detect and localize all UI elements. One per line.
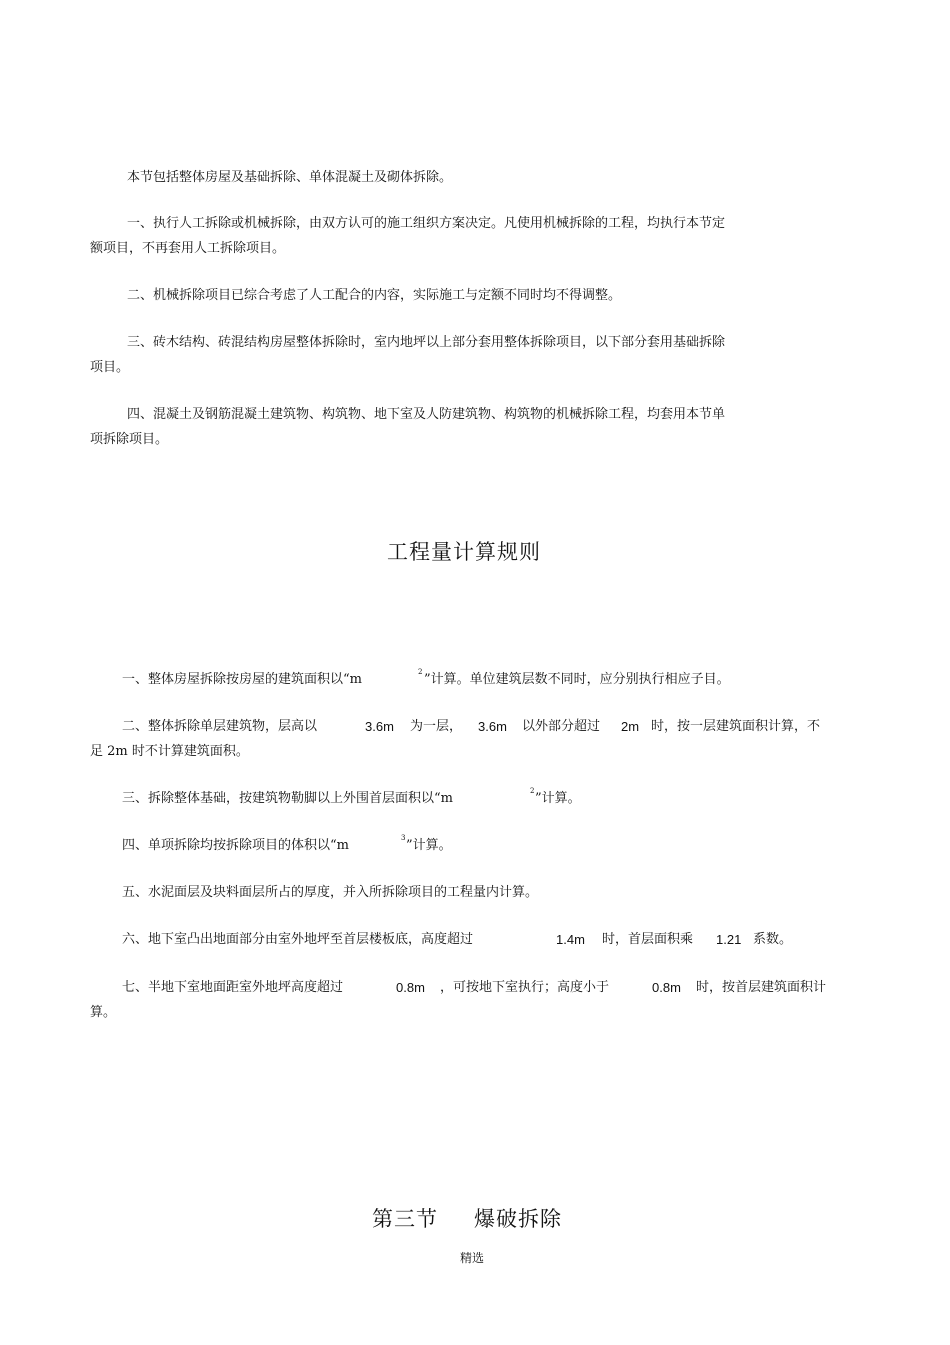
rule-1-text-a: 一、整体房屋拆除按房屋的建筑面积以“m <box>122 672 362 687</box>
rule-6-text-a: 六、地下室凸出地面部分由室外地坪至首层楼板底，高度超过 <box>122 932 474 947</box>
intro-paragraph-2: 二、机械拆除项目已综合考虑了人工配合的内容，实际施工与定额不同时均不得调整。 <box>127 288 622 303</box>
rule-7-text-c: 时，按首层建筑面积计 <box>696 980 827 995</box>
intro-paragraph-4-line-1: 四、混凝土及钢筋混凝土建筑物、构筑物、地下室及人防建筑物、构筑物的机械拆除工程，均套用本节单 <box>127 407 726 422</box>
rule-2-text-a: 二、整体拆除单层建筑物，层高以 <box>122 719 318 734</box>
rule-3-superscript: 2 <box>530 787 535 795</box>
intro-scope: 本节包括整体房屋及基础拆除、单体混凝土及砌体拆除。 <box>127 170 453 185</box>
rule-6-value-1: 1.4m <box>556 932 585 947</box>
rule-2-line-2: 足 2m 时不计算建筑面积。 <box>90 744 249 759</box>
rule-2-text-d: 时，按一层建筑面积计算，不 <box>651 719 821 734</box>
rule-2-value-3: 2m <box>621 719 640 734</box>
intro-paragraph-3-line-1: 三、砖木结构、砖混结构房屋整体拆除时，室内地坪以上部分套用整体拆除项目，以下部分套用基础拆除 <box>127 335 726 350</box>
rule-6-text-b: 时，首层面积乘 <box>602 932 694 947</box>
rule-2-text-c: 以外部分超过 <box>522 719 601 734</box>
rule-2-value-2: 3.6m <box>478 719 507 734</box>
rule-7-text-b: ，可按地下室执行；高度小于 <box>440 980 610 995</box>
rule-4-text-a: 四、单项拆除均按拆除项目的体积以“m <box>122 838 349 853</box>
rule-2-value-1: 3.6m <box>365 719 394 734</box>
rule-3-text-a: 三、拆除整体基础，按建筑物勒脚以上外围首层面积以“m <box>122 791 453 806</box>
intro-paragraph-1-line-2: 额项目，不再套用人工拆除项目。 <box>90 241 286 256</box>
intro-paragraph-4-line-2: 项拆除项目。 <box>90 432 169 447</box>
rule-3-text-b: ”计算。 <box>535 791 581 806</box>
rule-4-text-b: ”计算。 <box>406 838 452 853</box>
section-title: 爆破拆除 <box>474 1207 562 1231</box>
rule-2-text-b: 为一层， <box>410 719 463 734</box>
rule-5: 五、水泥面层及块料面层所占的厚度，并入所拆除项目的工程量内计算。 <box>122 885 539 900</box>
rule-6-value-2: 1.21 <box>716 932 742 947</box>
rule-7-value-2: 0.8m <box>652 980 681 995</box>
rule-7-value-1: 0.8m <box>396 980 425 995</box>
intro-paragraph-1-line-1: 一、执行人工拆除或机械拆除，由双方认可的施工组织方案决定。凡使用机械拆除的工程，均执行本节定 <box>127 216 726 231</box>
page-footer: 精选 <box>460 1251 485 1265</box>
rule-1-superscript: 2 <box>418 668 423 676</box>
rule-7-text-a: 七、半地下室地面距室外地坪高度超过 <box>122 980 344 995</box>
section-number: 第三节 <box>372 1207 438 1231</box>
rules-heading: 工程量计算规则 <box>387 540 541 564</box>
rule-4-superscript: 3 <box>401 834 406 842</box>
rule-7-line-2: 算。 <box>90 1005 117 1020</box>
intro-paragraph-3-line-2: 项目。 <box>90 360 130 375</box>
rule-1-text-b: ”计算。单位建筑层数不同时，应分别执行相应子目。 <box>424 672 730 687</box>
rule-6-text-c: 系数。 <box>753 932 793 947</box>
